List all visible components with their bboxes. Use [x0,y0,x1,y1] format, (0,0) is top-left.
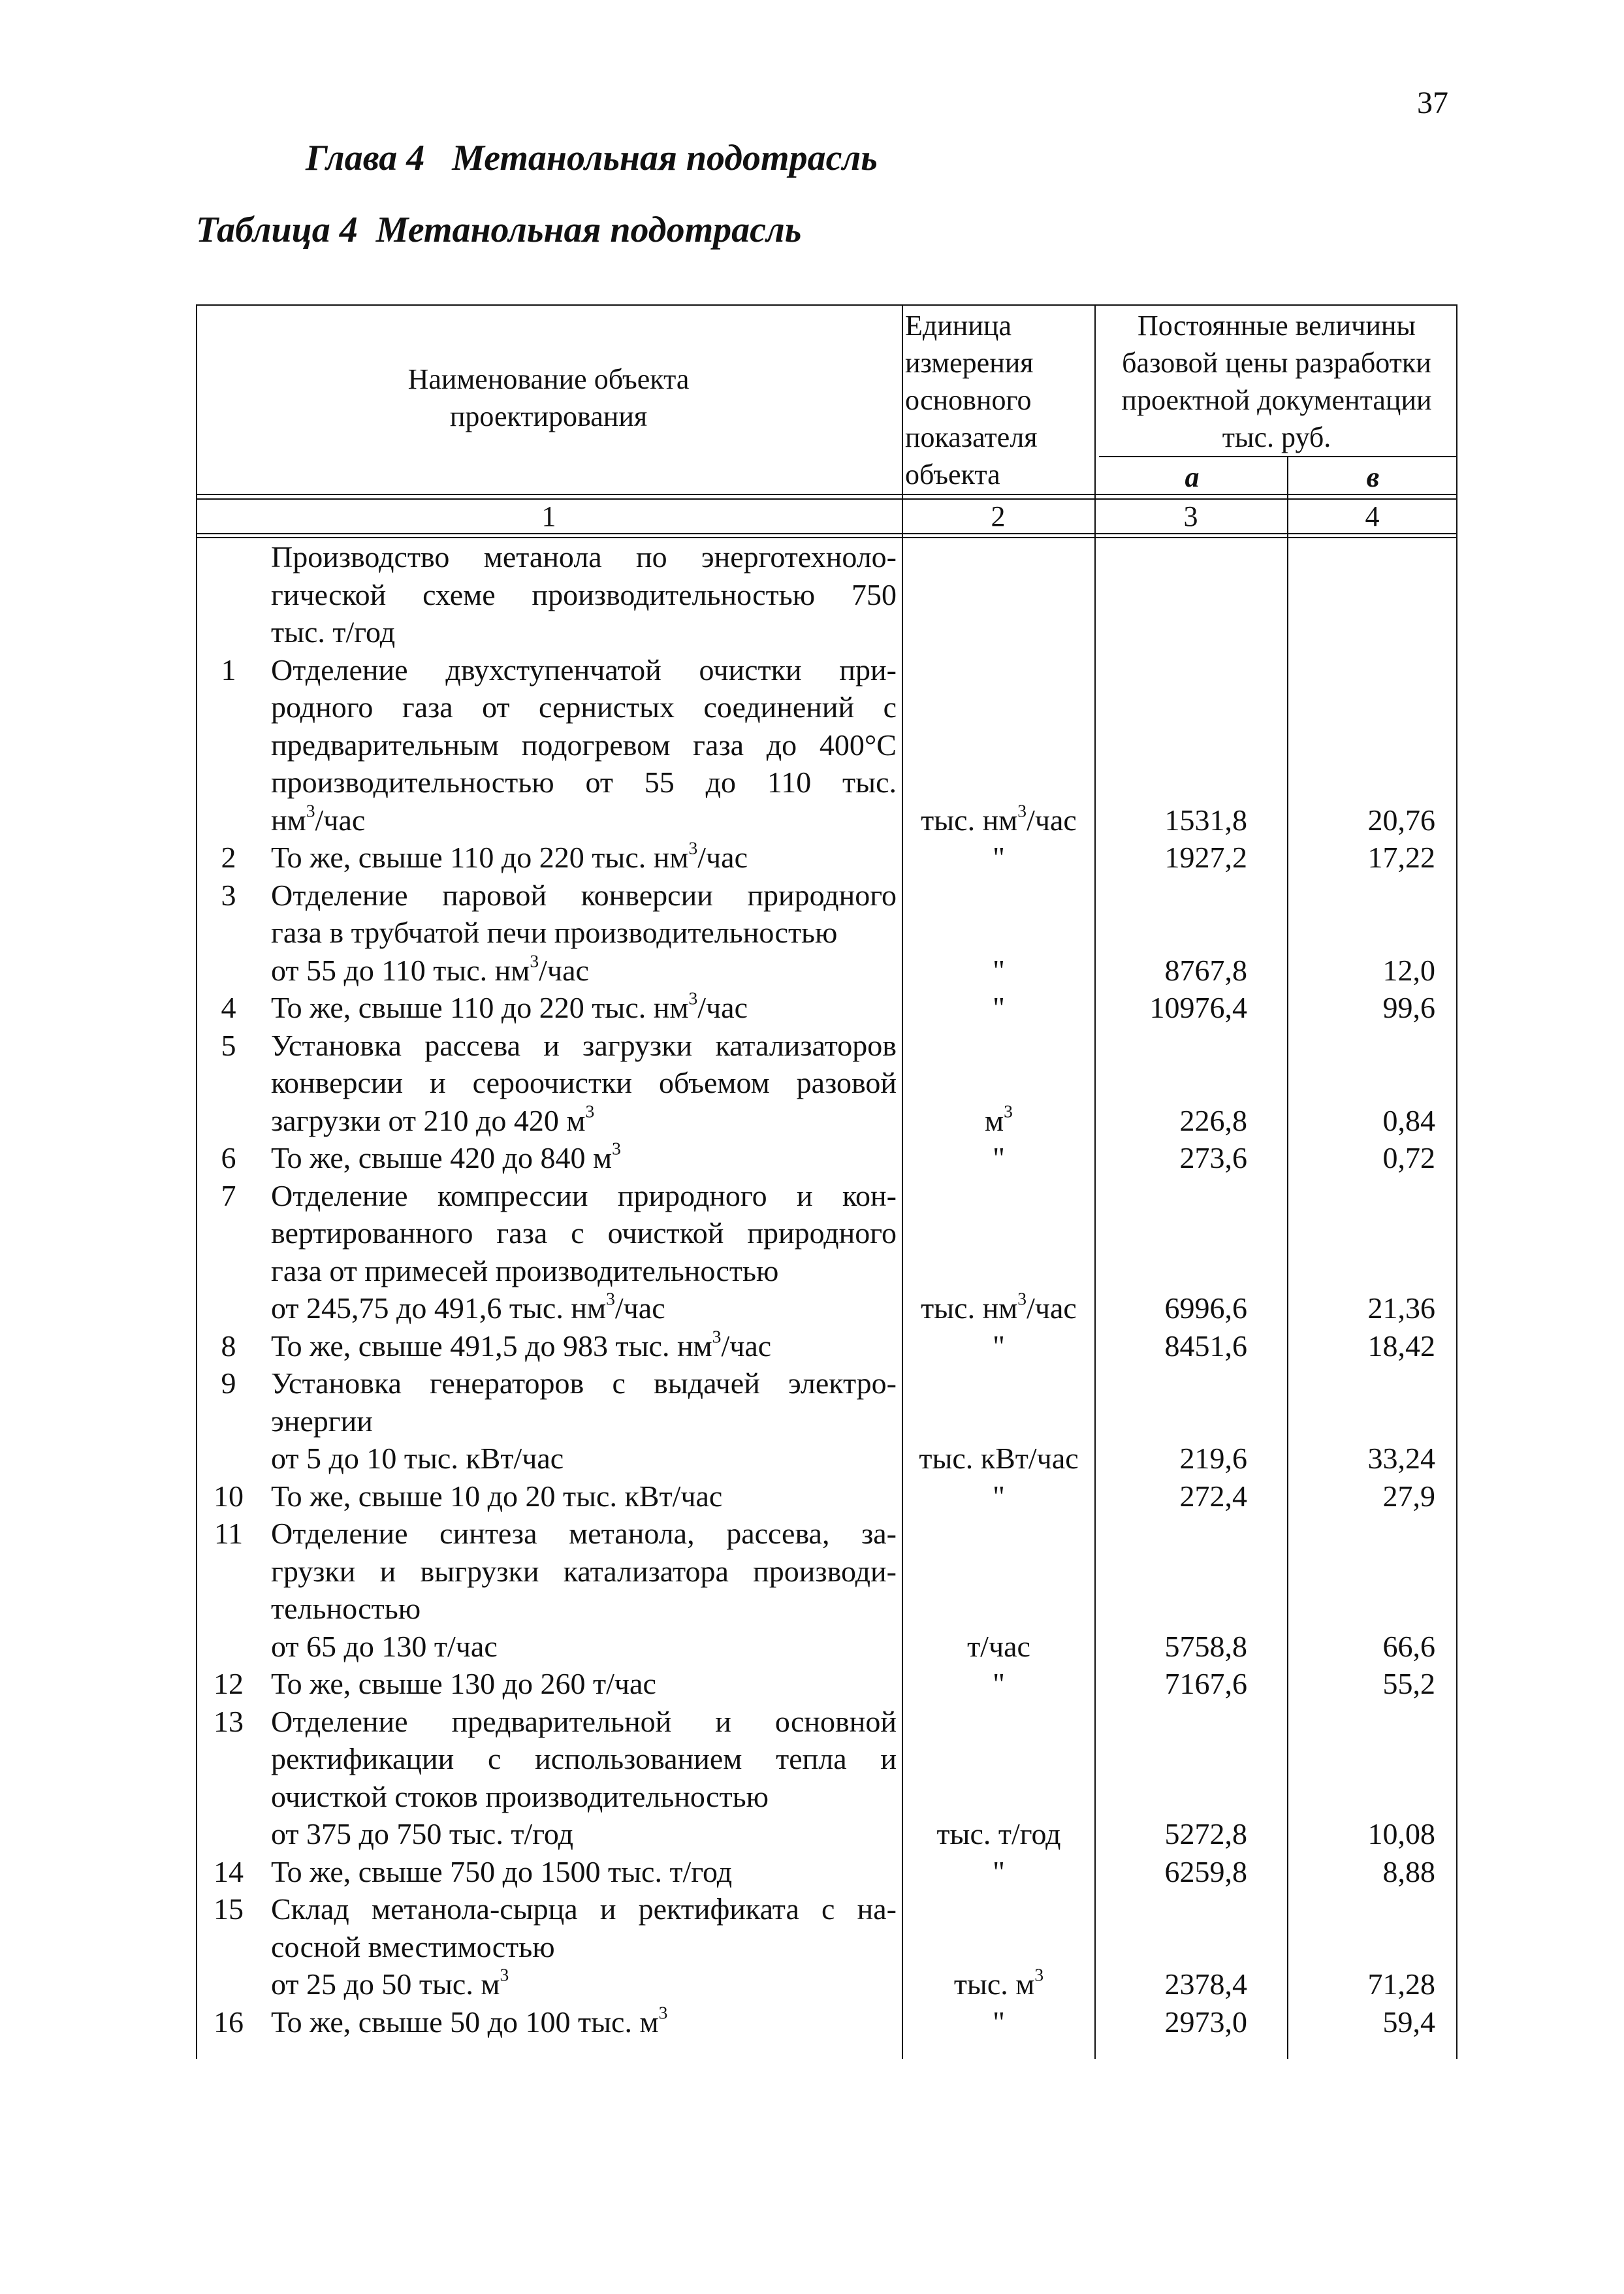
row-object-name [271,1327,897,1365]
row-object-name [271,1890,897,2003]
row-text-line: тельностью [271,1592,421,1625]
row-value-a: 10976,4 [1149,991,1247,1024]
header-price-line: базовой цены разработки [1122,347,1431,379]
row-number: 9 [221,1366,236,1400]
header-object-name: Наименование объекта проектирования [407,363,690,432]
row-number: 14 [214,1854,244,1888]
row-unit: $м^3$ [985,1100,1013,1137]
row-text-line: от 55 до 110 тыс. $нм^3$/час [271,950,589,987]
row-object-name [271,1853,897,1891]
row-value-b: 20,76 [1367,803,1435,837]
row-text-line: То же, свыше 10 до 20 тыс. кВт/час [271,1479,723,1513]
row-value-b: 21,36 [1367,1291,1435,1325]
row-object-name [271,1703,897,1853]
page-number: 37 [1417,86,1448,120]
row-object-name [271,989,897,1027]
row-text-line: Склад метанола-сырца и ректификата с на- [271,1892,897,1926]
header-base-price [1096,307,1457,456]
row-value-a: 1531,8 [1164,803,1247,837]
row-text-line: от 5 до 10 тыс. кВт/час [271,1442,564,1475]
column-number-3: 3 [1183,500,1198,532]
header-unit [905,307,1094,493]
row-text-line: гической схеме производительностью 750 [271,577,897,611]
group-title [271,538,897,651]
row-text-line: от 375 до 750 тыс. т/год [271,1817,574,1850]
row-number: 5 [221,1028,236,1062]
row-text-line: энергии [271,1404,373,1438]
row-text-line: вертированного газа с очисткой природного [271,1216,897,1250]
row-text-line: То же, свыше 130 до 260 т/час [271,1667,656,1700]
row-unit: " [993,2005,1005,2039]
row-value-b: 12,0 [1382,953,1435,987]
row-number: 10 [214,1479,244,1513]
row-text-line: Отделение паровой конверсии природного [271,878,897,912]
row-number: 1 [221,653,236,687]
row-unit: тыс. кВт/час [919,1442,1079,1475]
row-value-a: 8451,6 [1164,1329,1247,1363]
row-text-line: конверсии и сероочистки объемом разовой [271,1066,897,1099]
row-text-line: загрузки от 210 до 420 $м^3$ [271,1100,595,1137]
row-unit: " [993,1141,1005,1174]
header-unit-line: Единица [905,310,1011,342]
row-text-line: сосной вместимостью [271,1930,555,1963]
header-price-line: Постоянные величины [1138,310,1416,342]
row-value-a: 2973,0 [1164,2005,1247,2039]
column-number-1: 1 [541,500,556,532]
row-object-name [271,877,897,990]
row-value-b: 66,6 [1382,1629,1435,1663]
header-unit-line: объекта [905,459,1000,491]
row-text-line: предварительным подогревом газа до 400°С [271,728,897,762]
header-price-line: тыс. руб. [1222,421,1331,453]
row-unit: тыс. $нм^3$/час [921,1288,1077,1325]
header-sub-a: а [1185,461,1200,493]
row-text-line: То же, свыше 50 до 100 тыс. $м^3$ [271,2001,668,2039]
row-text-line: газа от примесей производительностью [271,1253,779,1287]
row-text-line: То же, свыше 420 до 840 $м^3$ [271,1138,621,1174]
row-text-line: То же, свыше 750 до 1500 тыс. т/год [271,1854,733,1888]
row-value-a: 219,6 [1179,1442,1247,1475]
row-object-name [271,1139,897,1177]
row-object-name [271,1365,897,1478]
table-title: Таблица 4 Метанольная подотрасль [196,210,802,250]
row-text-line: очисткой стоков производительностью [271,1779,769,1813]
row-object-name [271,839,897,877]
row-object-name [271,1515,897,1665]
row-value-a: 8767,8 [1164,953,1247,987]
header-unit-line: основного [905,384,1032,416]
row-value-a: 6996,6 [1164,1291,1247,1325]
row-value-b: 0,72 [1382,1141,1435,1174]
right-border [1456,304,1457,2059]
row-text-line: грузки и выгрузки катализатора производи- [271,1554,897,1588]
row-number: 8 [221,1329,236,1363]
row-value-b: 8,88 [1382,1854,1435,1888]
row-text-line: То же, свыше 110 до 220 тыс. $нм^3$/час [271,988,748,1024]
row-text-line: То же, свыше 491,5 до 983 тыс. $нм^3$/час [271,1325,772,1363]
row-object-name [271,1027,897,1140]
row-value-a: 5272,8 [1164,1817,1247,1850]
row-value-b: 71,28 [1367,1967,1435,2001]
column-number-2: 2 [991,500,1006,532]
row-text-line: Производство метанола по энерготехноло- [271,540,897,574]
row-object-name [271,2003,897,2041]
row-object-name [271,651,897,839]
column-number-4: 4 [1365,500,1380,532]
row-unit: " [993,841,1005,874]
row-value-a: 5758,8 [1164,1629,1247,1663]
row-unit: тыс. $м^3$ [953,1964,1044,2001]
table-top-border [196,304,1457,306]
row-text-line: Отделение предварительной и основной [271,1704,897,1738]
header-price-line: проектной документации [1121,384,1432,416]
row-number: 15 [214,1892,244,1926]
row-unit: " [993,1667,1005,1700]
row-text-line: от 65 до 130 т/час [271,1629,498,1663]
row-text-line: ректификации с использованием тепла и [271,1742,897,1775]
col2-divider [902,304,903,2059]
row-text-line: Отделение двухступенчатой очистки при- [271,653,897,687]
row-value-a: 226,8 [1179,1103,1247,1137]
row-number: 3 [221,878,236,912]
row-text-line: Установка рассева и загрузки катализаторов [271,1028,897,1062]
row-number: 16 [214,2005,244,2039]
row-unit: " [993,1479,1005,1513]
row-number: 2 [221,841,236,874]
subheader-divider [1099,456,1457,457]
chapter-title: Глава 4 Метанольная подотрасль [306,138,878,178]
row-text-line: тыс. т/год [271,615,396,649]
row-unit: " [993,1854,1005,1888]
row-value-a: 2378,4 [1164,1967,1247,2001]
row-value-a: 7167,6 [1164,1667,1247,1700]
row-value-a: 6259,8 [1164,1854,1247,1888]
row-text-line: То же, свыше 110 до 220 тыс. $нм^3$/час [271,837,748,874]
header-unit-line: показателя [905,421,1038,453]
row-value-b: 27,9 [1382,1479,1435,1513]
row-unit: " [993,953,1005,987]
row-text-line: Установка генераторов с выдачей электро- [271,1366,897,1400]
row-object-name [271,1478,897,1515]
row-text-line: родного газа от сернистых соединений с [271,690,897,724]
row-text-line: Отделение компрессии природного и кон- [271,1178,897,1212]
row-text-line: производительностью от 55 до 110 тыс. [271,766,897,799]
row-value-a: 272,4 [1179,1479,1247,1513]
row-unit: тыс. т/год [936,1817,1061,1850]
row-unit: т/час [967,1629,1030,1663]
header-unit-line: измерения [905,347,1034,379]
row-object-name [271,1177,897,1327]
row-text-line: от 25 до 50 тыс. $м^3$ [271,1964,509,2001]
row-number: 12 [214,1667,244,1700]
row-value-a: 273,6 [1179,1141,1247,1174]
row-unit: " [993,991,1005,1024]
row-value-b: 18,42 [1367,1329,1435,1363]
row-value-b: 33,24 [1367,1442,1435,1475]
row-unit: тыс. $нм^3$/час [921,800,1077,837]
row-number: 6 [221,1141,236,1174]
row-unit: " [993,1329,1005,1363]
row-text-line: $нм^3$/час [271,800,366,837]
row-value-b: 55,2 [1382,1667,1435,1700]
row-number: 13 [214,1704,244,1738]
row-number: 11 [214,1517,244,1550]
row-value-b: 17,22 [1367,841,1435,874]
row-value-a: 1927,2 [1164,841,1247,874]
row-value-b: 10,08 [1367,1817,1435,1850]
row-text-line: от 245,75 до 491,6 тыс. $нм^3$/час [271,1288,665,1325]
row-text-line: газа в трубчатой печи производительностью [271,916,838,949]
row-number: 4 [221,991,236,1024]
row-value-b: 59,4 [1382,2005,1435,2039]
row-object-name [271,1665,897,1703]
col3-divider [1094,304,1096,2059]
row-text-line: Отделение синтеза метанола, рассева, за- [271,1517,897,1550]
header-sub-b: в [1366,461,1380,493]
row-number: 7 [221,1178,236,1212]
row-value-b: 99,6 [1382,991,1435,1024]
row-value-b: 0,84 [1382,1103,1435,1137]
